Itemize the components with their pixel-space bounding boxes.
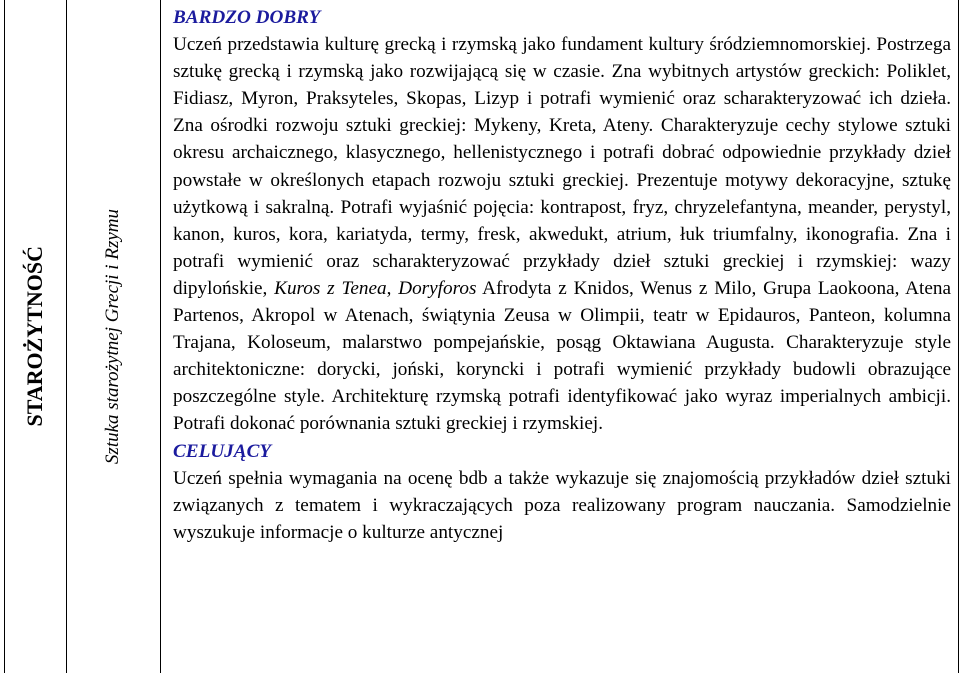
era-cell [4, 0, 66, 673]
grade-description [173, 31, 951, 437]
table-divider-2 [160, 0, 161, 673]
text-segment: Uczeń spełnia wymagania na ocenę bdb a także wykazuje się znajomością przykładów dzieł sztuki związanych z tematem i wykraczających poza realizowany program nauczania. Samodzielnie wyszukuje informacje o kulturze antycznej [173, 467, 951, 543]
text-segment: Uczeń przedstawia kulturę grecką i rzymską jako fundament kultury śródziemnomorskiej. Postrzega sztukę grecką i rzymską jako rozwijającą się w czasie. Zna wybitnych artystów greckich: Poliklet, Fidiasz, Myron, Praksyteles, Skopas, Lizyp i potrafi wymienić oraz scharakteryzować ich dzieła. Zna ośrodki rozwoju sztuki greckiej: Mykeny, Kreta, Ateny. Charakteryzuje cechy stylowe sztuki okresu archaicznego, klasycznego, hellenistycznego i potrafi dobrać odpowiednie przykłady dzieł powstałe w określonych etapach rozwoju sztuki greckiej. Prezentuje motywy dekoracyjne, sztukę użytkową i sakralną. Potrafi wyjaśnić pojęcia: kontrapost, fryz, chryzelefantyna, meander, perystyl, kanon, kuros, kora, kariatyda, termy, fresk, akwedukt, atrium, łuk triumfalny, ikonografia. Zna i potrafi wymienić oraz scharakteryzować przykłady dzieł sztuki greckiej i rzymskiej: wazy dipylońskie, [173, 34, 951, 299]
artwork-title: Kuros z Tenea [274, 277, 387, 299]
text-segment: , [386, 277, 399, 299]
text-segment: Afrodyta z Knidos, Wenus z Milo, Grupa Laokoona, Atena Partenos, Akropol w Atenach, świątynia Zeusa w Olimpii, teatr w Epidauros, Panteon, kolumna Trajana, Koloseum, malarstwo pompejańskie, posąg Oktawiana Augusta. Charakteryzuje style architektoniczne: dorycki, joński, koryncki i potrafi wymienić przykłady budowli obrazujące poszczególne style. Architekturę rzymską potrafi identyfikować jako wyraz imperialnych ambicji. Potrafi dokonać porównania sztuki greckiej i rzymskiej. [173, 277, 951, 435]
grade-description [173, 465, 951, 546]
artwork-title: Doryforos [398, 277, 477, 299]
topic-cell [66, 0, 160, 673]
topic-label: Sztuka starożytnej Grecji i Rzymu [102, 208, 123, 465]
table-border-right [958, 0, 959, 673]
requirements-cell [173, 4, 951, 546]
grade-heading: BARDZO DOBRY [173, 7, 321, 28]
era-label: STAROŻYTNOŚĆ [22, 246, 47, 427]
grade-heading: CELUJĄCY [173, 440, 272, 462]
